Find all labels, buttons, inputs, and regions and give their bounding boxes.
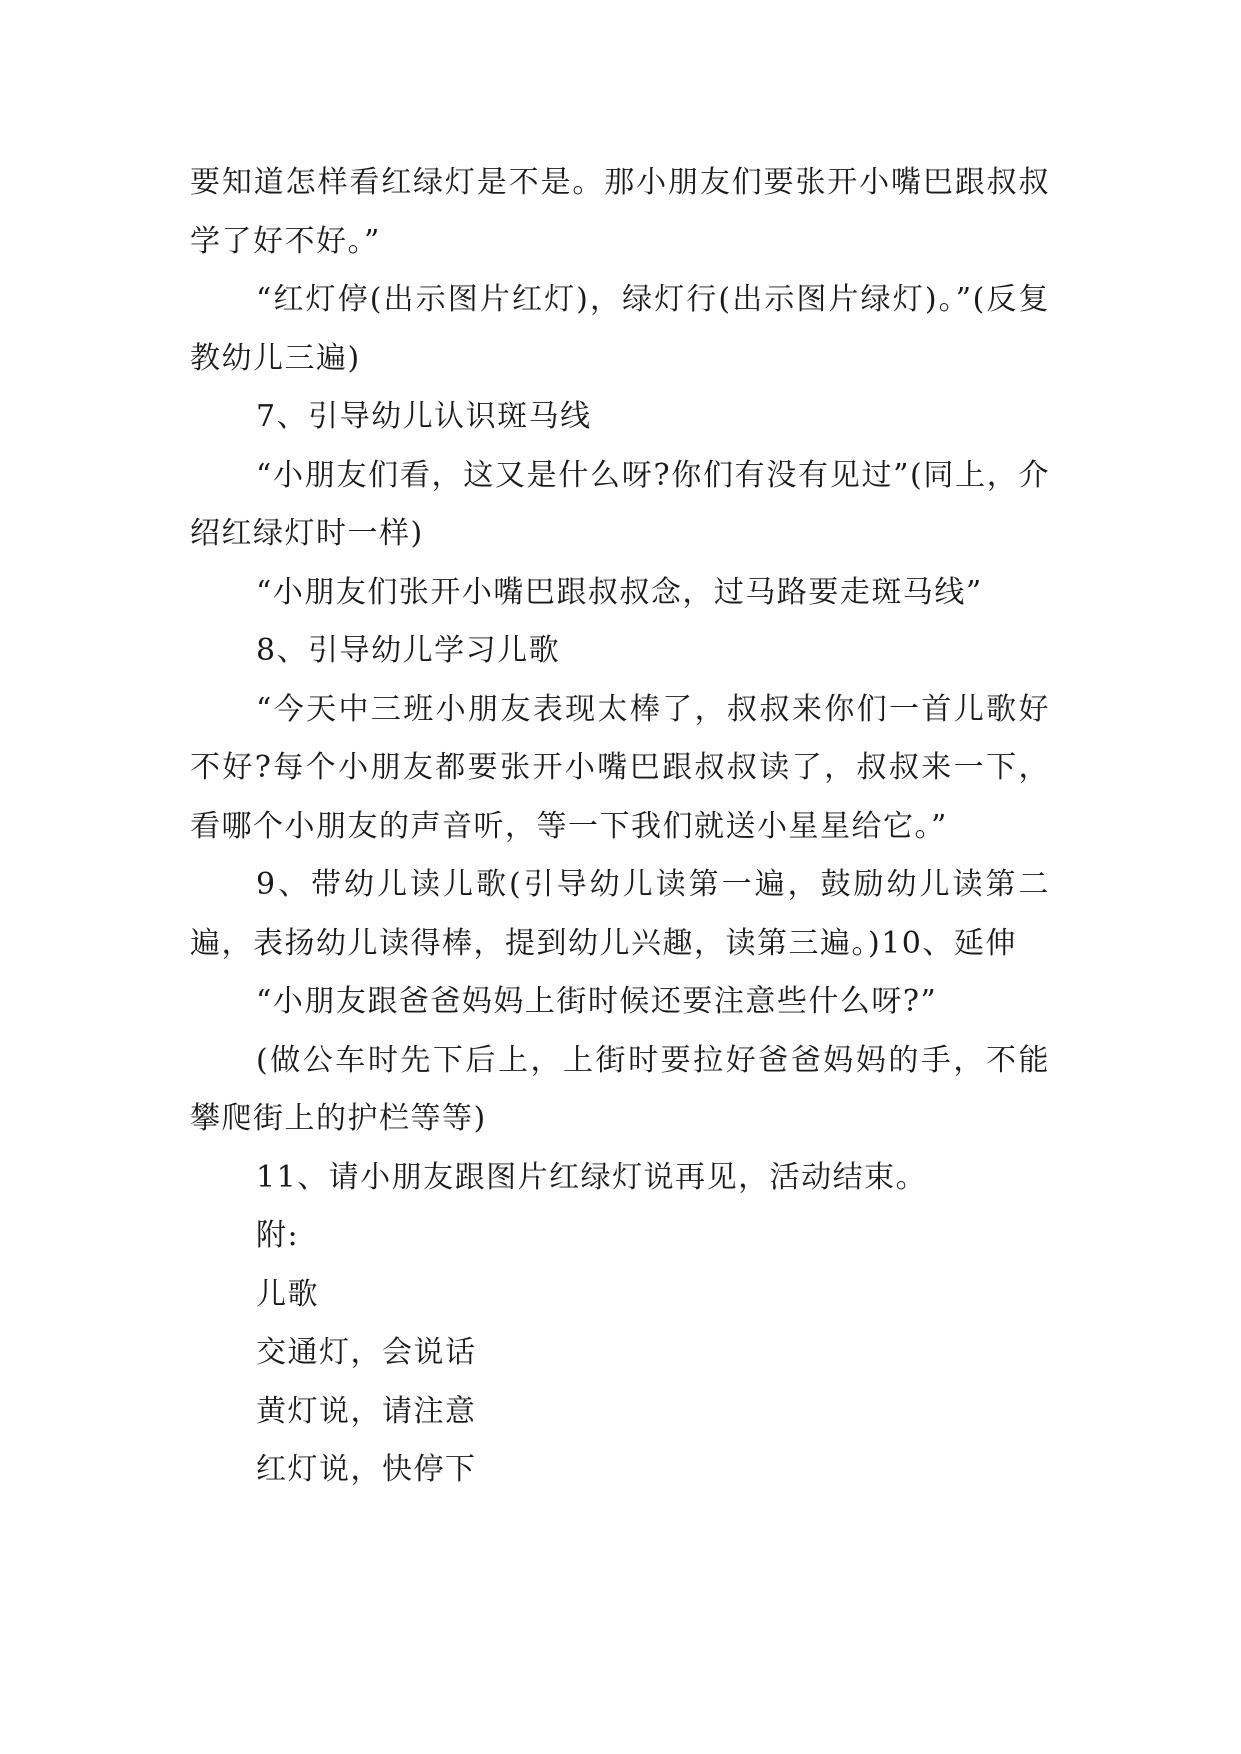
paragraph-7: “今天中三班小朋友表现太棒了，叔叔来你们一首儿歌好不好?每个小朋友都要张开小嘴巴跟叔叔读了，叔叔来一下，看哪个小朋友的声音听，等一下我们就送小星星给它。” <box>190 691 1050 844</box>
paragraph-13: 儿歌 <box>256 1276 319 1312</box>
paragraph-8: 9、带幼儿读儿歌(引导幼儿读第一遍，鼓励幼儿读第二遍，表扬幼儿读得棒，提到幼儿兴趣，读第三遍。)10、延伸 <box>190 867 1050 961</box>
paragraph-2: “红灯停(出示图片红灯)，绿灯行(出示图片绿灯)。”(反复教幼儿三遍) <box>190 282 1050 376</box>
document-body <box>190 154 1050 1500</box>
paragraph-9: “小朋友跟爸爸妈妈上街时候还要注意些什么呀?” <box>256 984 938 1019</box>
paragraph-15: 黄灯说，请注意 <box>256 1393 477 1429</box>
paragraph-6: 8、引导幼儿学习儿歌 <box>256 633 561 668</box>
paragraph-3: 7、引导幼儿认识斑马线 <box>256 399 592 434</box>
paragraph-1: 要知道怎样看红绿灯是不是。那小朋友们要张开小嘴巴跟叔叔学了好不好。” <box>190 165 1050 259</box>
paragraph-12: 附: <box>256 1218 300 1253</box>
paragraph-11: 11、请小朋友跟图片红绿灯说再见，活动结束。 <box>256 1159 928 1195</box>
paragraph-16: 红灯说，快停下 <box>256 1452 477 1487</box>
paragraph-5: “小朋友们张开小嘴巴跟叔叔念，过马路要走斑马线” <box>256 574 983 610</box>
paragraph-14: 交通灯，会说话 <box>256 1335 477 1370</box>
paragraph-4: “小朋友们看，这又是什么呀?你们有没有见过”(同上，介绍红绿灯时一样) <box>190 457 1050 551</box>
paragraph-10: (做公车时先下后上，上街时要拉好爸爸妈妈的手，不能攀爬街上的护栏等等) <box>190 1042 1050 1136</box>
